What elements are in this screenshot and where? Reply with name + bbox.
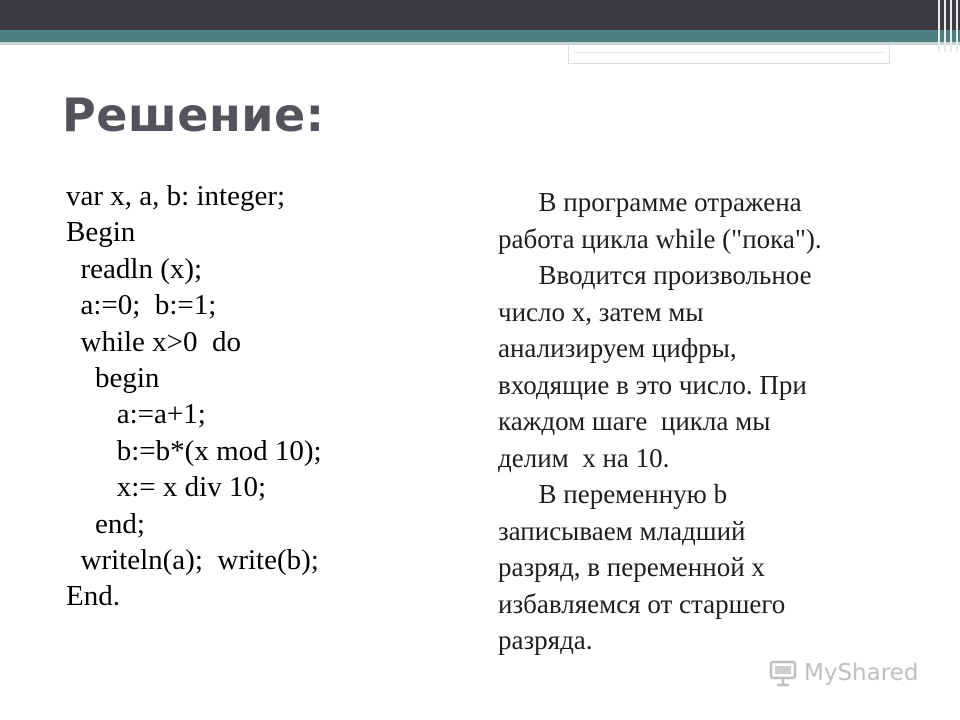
description-line: разряда. [498, 625, 593, 655]
code-line: while x>0 do [66, 325, 242, 358]
code-line: begin [66, 361, 160, 394]
decorative-stripe [956, 0, 958, 52]
top-accent-band [0, 30, 960, 42]
presentation-screen-icon [768, 658, 798, 688]
description-line: В переменную b [498, 479, 728, 509]
watermark-text: MyShared [804, 660, 919, 686]
description-line: избавляемся от старшего [498, 588, 786, 619]
top-dark-band [0, 0, 960, 30]
watermark [768, 657, 918, 689]
code-line: End. [66, 580, 120, 613]
description-line: входящие в это число. При [498, 369, 807, 400]
decorative-stripe [950, 0, 952, 52]
code-line: b:=b*(x mod 10); [66, 434, 322, 467]
description-line: В программе отражена [498, 187, 802, 217]
decorative-tab [568, 45, 890, 64]
description-line: записываем младший [498, 515, 746, 546]
description-line: каждом шаге цикла мы [498, 406, 771, 436]
code-line: readln (x); [66, 252, 203, 285]
slide-title: Решение: [62, 88, 325, 142]
description-line: работа цикла while ("пока"). [498, 223, 822, 254]
code-line: a:=a+1; [66, 398, 206, 431]
description-line: анализируем цифры, [498, 333, 737, 363]
description-line: Вводится произвольное [498, 260, 812, 290]
decorative-tab-line [574, 52, 884, 53]
decorative-stripe [938, 0, 940, 52]
code-line: end; [66, 507, 145, 540]
decorative-stripe [944, 0, 946, 52]
code-line: writeln(a); write(b); [66, 543, 319, 576]
code-line: Begin [66, 216, 136, 249]
code-line: var x, a, b: integer; [66, 180, 286, 212]
description-line: число x, затем мы [498, 296, 704, 327]
code-block [66, 178, 322, 615]
code-line: x:= x div 10; [66, 471, 267, 504]
code-line: a:=0; b:=1; [66, 289, 217, 322]
description-text [498, 184, 938, 659]
description-line: делим x на 10. [498, 442, 670, 473]
description-line: разряд, в переменной x [498, 552, 765, 582]
